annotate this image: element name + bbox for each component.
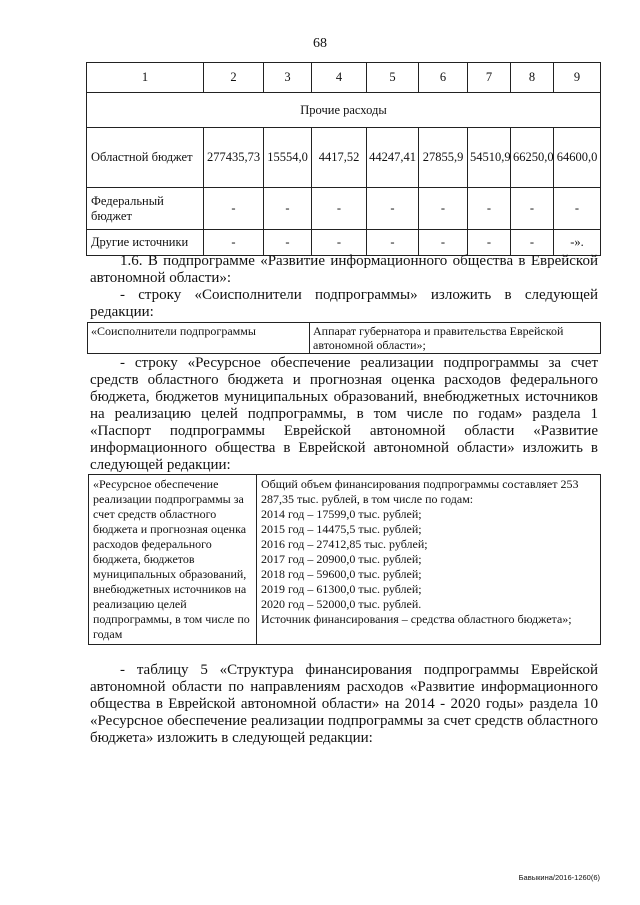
table-row — [87, 128, 601, 188]
cell-value: 54510,9 — [468, 128, 511, 188]
cell-value: 27855,9 — [419, 128, 468, 188]
cell-value: - — [204, 230, 264, 256]
column-number: 6 — [419, 63, 468, 93]
cell-value: 64600,0 — [554, 128, 601, 188]
table-row — [88, 323, 601, 354]
cell-value: - — [264, 188, 312, 230]
row-label: Другие источники — [87, 230, 204, 256]
cell-value: - — [367, 188, 419, 230]
cell-value: - — [511, 188, 554, 230]
cell-value: - — [511, 230, 554, 256]
resources-line: 2018 год – 59600,0 тыс. рублей; — [261, 567, 422, 581]
column-number: 3 — [264, 63, 312, 93]
funding-table — [86, 62, 601, 256]
cell-value: - — [419, 188, 468, 230]
resources-line: 2020 год – 52000,0 тыс. рублей. — [261, 597, 422, 611]
cell-value: - — [204, 188, 264, 230]
resources-line: 2019 год – 61300,0 тыс. рублей; — [261, 582, 422, 596]
coexecutors-table — [87, 322, 601, 354]
resources-line: 2017 год – 20900,0 тыс. рублей; — [261, 552, 422, 566]
cell-value: 4417,52 — [312, 128, 367, 188]
resources-line: 2016 год – 27412,85 тыс. рублей; — [261, 537, 428, 551]
column-number: 2 — [204, 63, 264, 93]
resources-value — [257, 475, 601, 645]
page-number: 68 — [313, 36, 327, 51]
table-row — [89, 475, 601, 645]
cell-value: - — [468, 230, 511, 256]
paragraph-coexecutors — [90, 287, 598, 321]
table-row — [87, 230, 601, 256]
paragraph-text: 1.6. В подпрограмме «Развитие информационного общества в Еврейской автономной области»: — [90, 253, 598, 286]
column-number: 7 — [468, 63, 511, 93]
paragraph-text: - строку «Соисполнители подпрограммы» изложить в следующей редакции: — [90, 287, 598, 320]
cell-value: - — [264, 230, 312, 256]
column-number: 1 — [87, 63, 204, 93]
section-title: Прочие расходы — [87, 93, 601, 128]
cell-value: - — [367, 230, 419, 256]
cell-value: 15554,0 — [264, 128, 312, 188]
table-header-row — [87, 63, 601, 93]
table-row — [87, 188, 601, 230]
column-number: 8 — [511, 63, 554, 93]
resources-label: «Ресурсное обеспечение реализации подпрограммы за счет средств областного бюджета и прогнозная оценка расходов федерального бюджета, бюджетов муниципальных образований, внебюджетных источников на реализацию целей подпрограммы, в том числе по годам — [89, 475, 257, 645]
cell-value: 66250,0 — [511, 128, 554, 188]
cell-value: 277435,73 — [204, 128, 264, 188]
resources-line: 2015 год – 14475,5 тыс. рублей; — [261, 522, 422, 536]
cell-value: - — [419, 230, 468, 256]
cell-value: 44247,41 — [367, 128, 419, 188]
paragraph-text: - строку «Ресурсное обеспечение реализации подпрограммы за счет средств областного бюджета и прогнозная оценка расходов федерального бюджета, бюджетов муниципальных образований, внебюджетных источников на реализацию целей подпрограммы, в том числе по годам» раздела 1 «Паспорт подпрограммы Еврейской автономной области «Развитие информационного общества в Еврейской автономной области» изложить в следующей редакции: — [90, 355, 598, 473]
paragraph-table5 — [90, 662, 598, 747]
coexecutors-label: «Соисполнители подпрограммы — [88, 323, 310, 354]
row-label: Областной бюджет — [87, 128, 204, 188]
resources-table — [88, 474, 601, 645]
cell-value: - — [312, 230, 367, 256]
row-label: Федеральный бюджет — [87, 188, 204, 230]
footer-code: Бавыкина/2016-1260(6) — [518, 873, 600, 882]
coexecutors-value: Аппарат губернатора и правительства Еврейской автономной области»; — [310, 323, 601, 354]
cell-value: - — [312, 188, 367, 230]
paragraph-1-6 — [90, 253, 598, 287]
cell-value: - — [468, 188, 511, 230]
resources-line: 2014 год – 17599,0 тыс. рублей; — [261, 507, 422, 521]
resources-line: Общий объем финансирования подпрограммы составляет 253 287,35 тыс. рублей, в том числе по годам: — [261, 477, 579, 506]
paragraph-resources — [90, 355, 598, 474]
column-number: 9 — [554, 63, 601, 93]
section-row — [87, 93, 601, 128]
cell-value: -». — [554, 230, 601, 256]
paragraph-text: - таблицу 5 «Структура финансирования подпрограммы Еврейской автономной области по направлениям расходов «Развитие информационного общества в Еврейской автономной области» на 2014 - 2020 годы» раздела 10 «Ресурсное обеспечение реализации подпрограммы за счет средств областного бюджета» изложить в следующей редакции: — [90, 662, 598, 746]
resources-line: Источник финансирования – средства областного бюджета»; — [261, 612, 572, 626]
cell-value: - — [554, 188, 601, 230]
column-number: 4 — [312, 63, 367, 93]
column-number: 5 — [367, 63, 419, 93]
